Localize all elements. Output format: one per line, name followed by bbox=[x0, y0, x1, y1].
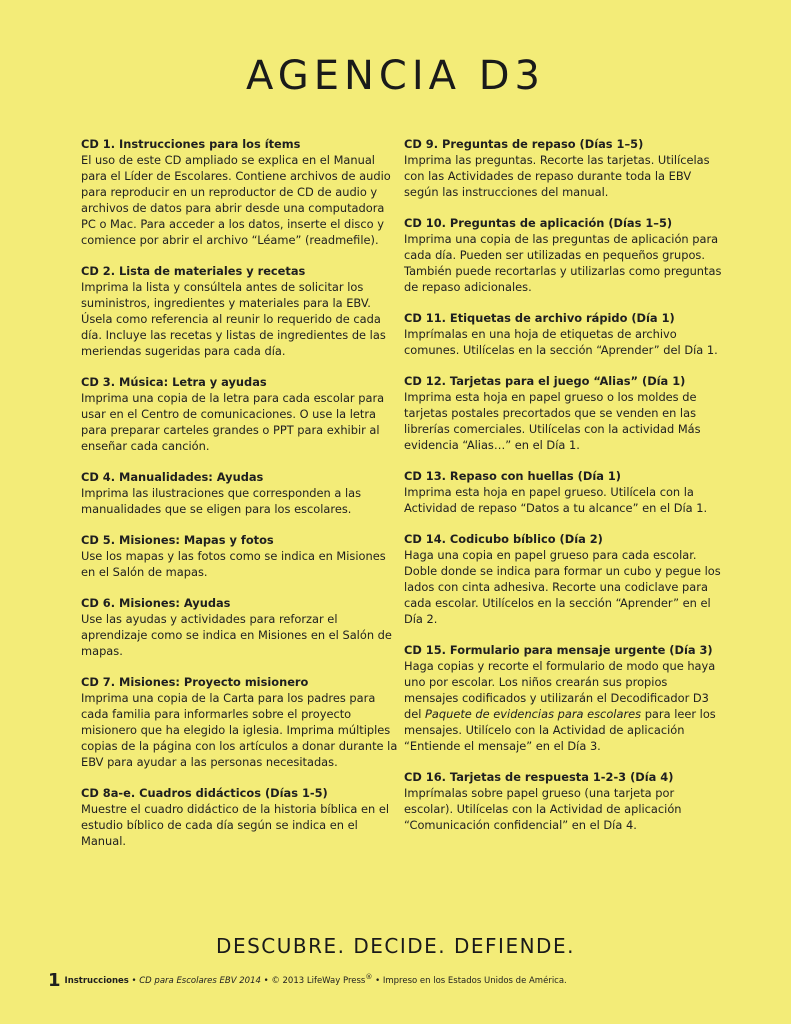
entry-body: El uso de este CD ampliado se explica en el Manual para el Líder de Escolares. Contiene archivos de audio para reproducir en un reproductor de CD de audio y archivos de datos para abrir desde una computadora PC o Mac. Para acceder a los datos, inserte el disco y comience por abrir el archivo “Léame” (readmefile). bbox=[81, 153, 391, 247]
entry-heading: CD 13. Repaso con huellas (Día 1) bbox=[404, 469, 622, 483]
footer-copyright: © 2013 LifeWay Press bbox=[271, 976, 366, 986]
cd-entry bbox=[81, 674, 401, 770]
entry-heading: CD 15. Formulario para mensaje urgente (Día 3) bbox=[404, 643, 713, 657]
cd-entry bbox=[404, 373, 724, 453]
cd-entry bbox=[81, 263, 401, 359]
cd-entry bbox=[404, 531, 724, 627]
page-footer bbox=[48, 970, 567, 991]
entry-heading: CD 10. Preguntas de aplicación (Días 1–5) bbox=[404, 216, 673, 230]
registered-mark: ® bbox=[365, 972, 373, 982]
cd-entry bbox=[81, 532, 401, 580]
entry-heading: CD 14. Codicubo bíblico (Día 2) bbox=[404, 532, 603, 546]
entry-body: Haga una copia en papel grueso para cada escolar. Doble donde se indica para formar un cubo y pegue los lados con cinta adhesiva. Recorte una codiclave para cada escolar. Utilícelos en la sección “Aprender” en el Día 2. bbox=[404, 548, 721, 626]
entry-heading: CD 3. Música: Letra y ayudas bbox=[81, 375, 267, 389]
entry-heading: CD 4. Manualidades: Ayudas bbox=[81, 470, 264, 484]
cd-entry bbox=[81, 785, 401, 849]
cd-entry bbox=[81, 374, 401, 454]
cd-entry bbox=[404, 468, 724, 516]
entry-body: Imprima una copia de las preguntas de aplicación para cada día. Pueden ser utilizadas en pequeños grupos. También puede recortarlas y utilizarlas como preguntas de repaso adicionales. bbox=[404, 232, 722, 294]
entry-body: Imprima las ilustraciones que corresponden a las manualidades que se eligen para los escolares. bbox=[81, 486, 362, 516]
entry-body: Imprima una copia de la letra para cada escolar para usar en el Centro de comunicaciones. O use la letra para preparar carteles grandes o PPT para exhibir al enseñar cada canción. bbox=[81, 391, 385, 453]
cd-entry bbox=[404, 310, 724, 358]
footer-printed: Impreso en los Estados Unidos de América. bbox=[382, 976, 567, 986]
entry-body-text: para leer los mensajes. Utilícelo con la Actividad de aplicación “Entiende el mensaje” en el Día 3. bbox=[404, 707, 716, 753]
left-column bbox=[81, 136, 401, 864]
footer-separator: • bbox=[260, 976, 272, 986]
cd-entry bbox=[81, 469, 401, 517]
entry-heading: CD 7. Misiones: Proyecto misionero bbox=[81, 675, 309, 689]
page-title: AGENCIA D3 bbox=[246, 53, 545, 99]
right-column bbox=[404, 136, 724, 848]
entry-body: Use las ayudas y actividades para reforzar el aprendizaje como se indica en Misiones en el Salón de mapas. bbox=[81, 612, 392, 658]
cd-entry bbox=[404, 136, 724, 200]
entry-body: Muestre el cuadro didáctico de la historia bíblica en el estudio bíblico de cada día según se indica en el Manual. bbox=[81, 802, 390, 848]
cd-entry bbox=[81, 136, 401, 248]
entry-body-emphasis: Paquete de evidencias para escolares bbox=[425, 707, 642, 721]
entry-body: Imprima la lista y consúltela antes de solicitar los suministros, ingredientes y materiales para la EBV. Úsela como referencia al reunir lo requerido de cada día. Incluye las recetas y listas de ingredientes de las meriendas sugeridas para cada día. bbox=[81, 280, 386, 358]
entry-body: Use los mapas y las fotos como se indica en Misiones en el Salón de mapas. bbox=[81, 549, 386, 579]
page-number: 1 bbox=[48, 970, 61, 991]
entry-heading: CD 16. Tarjetas de respuesta 1-2-3 (Día 4) bbox=[404, 770, 674, 784]
entry-heading: CD 1. Instrucciones para los ítems bbox=[81, 137, 301, 151]
entry-body: Imprima una copia de la Carta para los padres para cada familia para informarles sobre el proyecto misionero que ha elegido la iglesia. Imprima múltiples copias de la página con los artículos a donar durante la EBV para ayudar a las personas necesitadas. bbox=[81, 691, 398, 769]
entry-heading: CD 8a-e. Cuadros didácticos (Días 1-5) bbox=[81, 786, 328, 800]
footer-product: CD para Escolares EBV 2014 bbox=[139, 976, 261, 986]
entry-body: Imprímalas sobre papel grueso (una tarjeta por escolar). Utilícelas con la Actividad de aplicación “Comunicación confidencial” en el Día 4. bbox=[404, 786, 682, 832]
cd-entry bbox=[404, 769, 724, 833]
footer-section: Instrucciones bbox=[64, 976, 129, 986]
tagline: DESCUBRE. DECIDE. DEFIENDE. bbox=[216, 934, 575, 958]
entry-heading: CD 12. Tarjetas para el juego “Alias” (Día 1) bbox=[404, 374, 686, 388]
entry-heading: CD 2. Lista de materiales y recetas bbox=[81, 264, 306, 278]
entry-body: Imprímalas en una hoja de etiquetas de archivo comunes. Utilícelas en la sección “Aprender” del Día 1. bbox=[404, 327, 718, 357]
entry-heading: CD 11. Etiquetas de archivo rápido (Día 1) bbox=[404, 311, 675, 325]
entry-heading: CD 9. Preguntas de repaso (Días 1–5) bbox=[404, 137, 644, 151]
footer-separator: • bbox=[372, 976, 383, 986]
entry-heading: CD 6. Misiones: Ayudas bbox=[81, 596, 231, 610]
entry-body bbox=[404, 658, 724, 754]
cd-entry bbox=[404, 215, 724, 295]
entry-body-text: Haga copias y recorte el formulario de modo que haya uno por escolar. Los niños crearán sus propios mensajes codificados y utilizarán el Decodificador D3 del bbox=[404, 659, 716, 721]
cd-entry bbox=[81, 595, 401, 659]
entry-body: Imprima esta hoja en papel grueso. Utilícela con la Actividad de repaso “Datos a tu alcance” en el Día 1. bbox=[404, 485, 708, 515]
entry-heading: CD 5. Misiones: Mapas y fotos bbox=[81, 533, 274, 547]
entry-body: Imprima esta hoja en papel grueso o los moldes de tarjetas postales precortados que se venden en las librerías comerciales. Utilícelas con la actividad Más evidencia “Alias…” en el Día 1. bbox=[404, 390, 701, 452]
entry-body: Imprima las preguntas. Recorte las tarjetas. Utilícelas con las Actividades de repaso durante toda la EBV según las instrucciones del manual. bbox=[404, 153, 710, 199]
footer-separator: • bbox=[128, 976, 140, 986]
cd-entry bbox=[404, 642, 724, 754]
